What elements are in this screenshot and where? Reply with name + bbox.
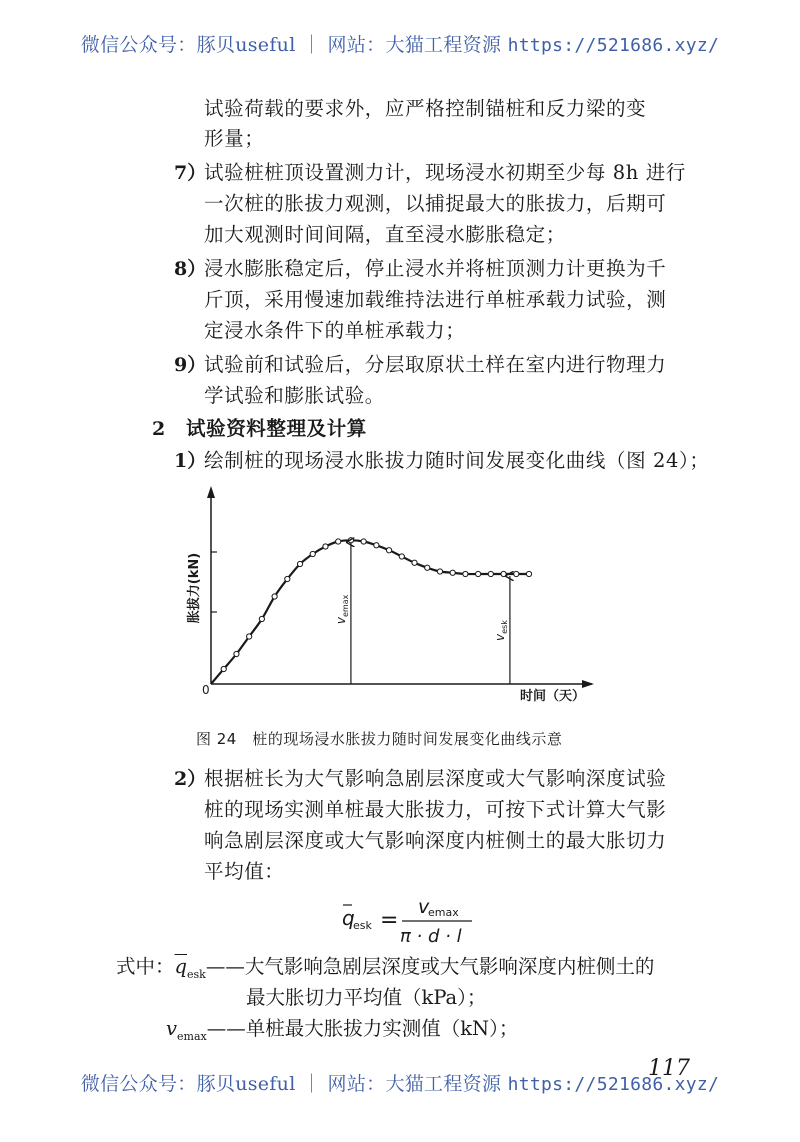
item-7-number: 7） (174, 162, 207, 184)
data-point (361, 539, 366, 544)
item-7-line-3: 加大观测时间间隔，直至浸水膨胀稳定； (204, 223, 566, 246)
formula-denominator: π · d · l (400, 926, 462, 947)
def2-subscript: emax (177, 1029, 207, 1043)
x-axis-arrow (582, 680, 594, 688)
def1-text-line-1: ——大气影响急剧层深度或大气影响深度内桩侧土的 (205, 955, 655, 978)
data-point (374, 543, 379, 548)
swelling-force-curve (211, 540, 529, 684)
data-point (221, 666, 226, 671)
data-point (425, 565, 430, 570)
origin-label: 0 (202, 683, 210, 697)
data-point (463, 571, 468, 576)
page-number: 117 (648, 1056, 690, 1081)
data-point (514, 571, 519, 576)
formula-numerator-subscript: emax (428, 906, 459, 919)
watermark-text: 微信公众号：豚贝useful ｜ 网站：大猫工程资源 (80, 34, 508, 56)
data-point (310, 551, 315, 556)
x-axis-label: 时间（天） (520, 689, 586, 704)
data-point (336, 539, 341, 544)
section-2-title: 试验资料整理及计算 (186, 417, 367, 440)
watermark-top (0, 30, 800, 57)
data-point (399, 554, 404, 559)
data-point (437, 569, 442, 574)
item-9-line-2: 学试验和膨胀试验。 (204, 384, 385, 407)
item-2-line-3: 响急剧层深度或大气影响深度内桩侧土的最大胀切力 (204, 829, 667, 852)
data-point (323, 544, 328, 549)
data-point (386, 548, 391, 553)
para-continuation-line-1: 试验荷载的要求外，应严格控制锚桩和反力梁的变 (204, 97, 647, 120)
item-8-line-3: 定浸水条件下的单桩承载力； (204, 319, 466, 342)
data-point (285, 576, 290, 581)
item-9-line-1: 试验前和试验后，分层取原状土样在室内进行物理力 (204, 353, 667, 376)
item-8-line-1: 浸水膨胀稳定后，停止浸水并将桩顶测力计更换为千 (204, 257, 667, 280)
formula-lhs-symbol: q (342, 906, 355, 930)
y-axis-label: 胀拔力(kN) (187, 552, 202, 624)
section-2-number: 2 (152, 418, 166, 440)
def1-text-line-2: 最大胀切力平均值（kPa）； (246, 986, 487, 1009)
watermark-text: 微信公众号：豚贝useful ｜ 网站：大猫工程资源 (80, 1073, 508, 1095)
para-continuation-line-2: 形量； (204, 127, 265, 150)
item-8-line-2: 斤顶，采用慢速加载维持法进行单桩承载力试验，测 (204, 288, 667, 311)
item-2-line-4: 平均值： (204, 860, 285, 883)
item-2-line-1: 根据桩长为大气影响急剧层深度或大气影响深度试验 (204, 767, 667, 790)
y-axis-arrow (207, 486, 215, 498)
annotation-label-emax: $v_{emax}$ (333, 594, 350, 625)
item-1-line-1: 绘制桩的现场浸水胀拔力随时间发展变化曲线（图 24）； (204, 449, 710, 472)
data-point (488, 571, 493, 576)
def2-symbol: v (166, 1017, 178, 1040)
item-2-number: 2） (174, 768, 207, 790)
item-8-number: 8） (174, 258, 207, 280)
annotation-label-esk: $v_{esk}$ (492, 620, 509, 641)
definition-2 (166, 1014, 518, 1052)
item-2-line-2: 桩的现场实测单桩最大胀拔力，可按下式计算大气影 (204, 798, 667, 821)
item-7-line-2: 一次桩的胀拔力观测，以捕捉最大的胀拔力，后期可 (204, 192, 667, 215)
item-1-number: 1） (174, 450, 207, 472)
data-point (526, 571, 531, 576)
watermark-url[interactable]: https://521686.xyz/ (507, 1074, 720, 1095)
data-point (259, 616, 264, 621)
formula-lhs-subscript: esk (353, 919, 372, 932)
formula-equals: = (380, 908, 399, 933)
swelling-force-chart (180, 478, 620, 718)
data-point (297, 561, 302, 566)
item-7-line-1: 试验桩桩顶设置测力计，现场浸水初期至少每 8h 进行 (204, 161, 686, 184)
data-point (247, 634, 252, 639)
formula (340, 893, 500, 949)
watermark-url[interactable]: https://521686.xyz/ (507, 35, 720, 56)
watermark-bottom (0, 1069, 800, 1096)
data-point (476, 571, 481, 576)
def2-text-line-1: ——单桩最大胀拔力实测值（kN）； (206, 1017, 519, 1040)
data-point (450, 570, 455, 575)
def1-symbol: $\overline{q}$ (174, 955, 187, 978)
where-label: 式中： (116, 955, 175, 978)
def1-subscript: esk (187, 967, 206, 981)
data-point (234, 651, 239, 656)
item-9-number: 9） (174, 354, 207, 376)
data-point (412, 560, 417, 565)
data-point (272, 594, 277, 599)
figure-caption: 图 24 桩的现场浸水胀拔力随时间发展变化曲线示意 (196, 730, 563, 748)
data-point (348, 538, 353, 543)
formula-numerator-symbol: v (418, 896, 430, 918)
data-point (501, 571, 506, 576)
